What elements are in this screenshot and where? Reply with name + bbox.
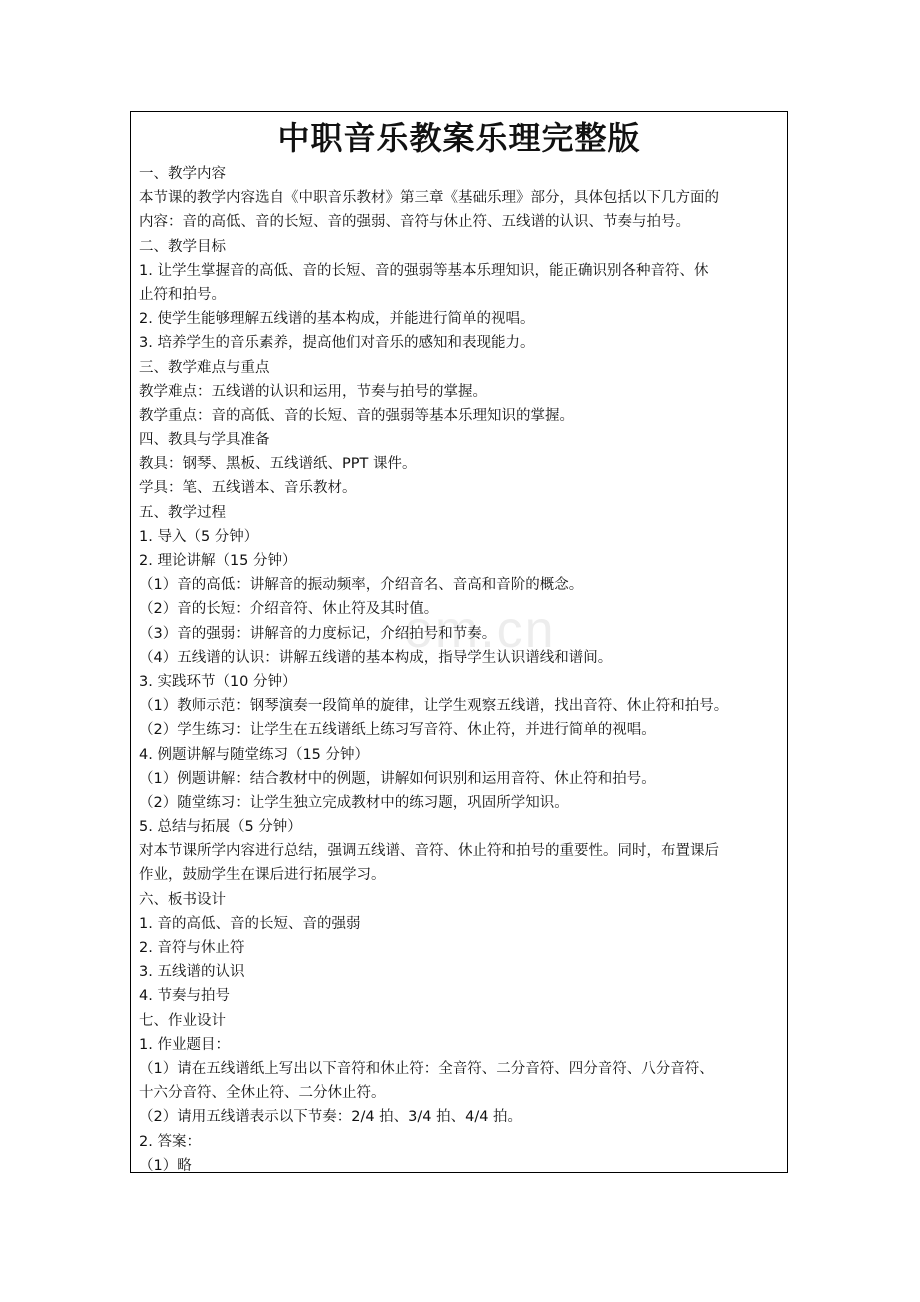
document-body xyxy=(139,162,791,1178)
text-line: （1）音的高低：讲解音的振动频率，介绍音名、音高和音阶的概念。 xyxy=(139,577,584,594)
text-line: 止符和拍号。 xyxy=(139,286,226,303)
text-line: 1. 让学生掌握音的高低、音的长短、音的强弱等基本乐理知识，能正确识别各种音符、休 xyxy=(139,262,709,279)
text-line: 五、教学过程 xyxy=(139,504,226,521)
text-line: 2. 理论讲解（15 分钟） xyxy=(139,553,297,569)
text-line: 四、教具与学具准备 xyxy=(139,432,270,449)
text-line: （2）音的长短：介绍音符、休止符及其时值。 xyxy=(139,601,439,618)
text-line: 七、作业设计 xyxy=(139,1012,226,1029)
text-line: 作业，鼓励学生在课后进行拓展学习。 xyxy=(139,867,386,884)
text-line: 3. 实践环节（10 分钟） xyxy=(139,673,297,690)
text-line: 教学重点：音的高低、音的长短、音的强弱等基本乐理知识的掌握。 xyxy=(139,407,574,424)
text-line: 3. 培养学生的音乐素养，提高他们对音乐的感知和表现能力。 xyxy=(139,335,535,352)
text-line: 教学难点：五线谱的认识和运用，节奏与拍号的掌握。 xyxy=(139,383,487,400)
text-line: 1. 音的高低、音的长短、音的强弱 xyxy=(139,915,361,932)
text-line: 教具：钢琴、黑板、五线谱纸、PPT 课件。 xyxy=(139,456,417,473)
text-line: 十六分音符、全休止符、二分休止符。 xyxy=(139,1085,386,1102)
text-line: （4）五线谱的认识：讲解五线谱的基本构成，指导学生认识谱线和谱间。 xyxy=(139,649,613,666)
text-line: 2. 答案： xyxy=(139,1133,201,1150)
text-line: 1. 导入（5 分钟） xyxy=(139,528,259,545)
text-line: 3. 五线谱的认识 xyxy=(139,964,245,981)
text-line: 学具：笔、五线谱本、音乐教材。 xyxy=(139,480,357,497)
text-line: （2）学生练习：让学生在五线谱纸上练习写音符、休止符，并进行简单的视唱。 xyxy=(139,722,656,739)
text-line: 内容：音的高低、音的长短、音的强弱、音符与休止符、五线谱的认识、节奏与拍号。 xyxy=(139,214,690,231)
text-line: 一、教学内容 xyxy=(139,166,226,182)
document-title: 中职音乐教案乐理完整版 xyxy=(277,119,641,157)
text-line: 2. 音符与休止符 xyxy=(139,940,245,956)
text-line: （1）略 xyxy=(139,1157,192,1174)
text-line: 1. 作业题目： xyxy=(139,1036,230,1053)
text-line: 二、教学目标 xyxy=(139,238,226,255)
text-line: 本节课的教学内容选自《中职音乐教材》第三章《基础乐理》部分，具体包括以下几方面的 xyxy=(139,190,719,207)
document-frame xyxy=(130,111,788,1173)
text-line: 六、板书设计 xyxy=(139,891,226,908)
text-line: 5. 总结与拓展（5 分钟） xyxy=(139,819,302,836)
text-line: （1）例题讲解：结合教材中的例题，讲解如何识别和运用音符、休止符和拍号。 xyxy=(139,770,656,787)
text-line: 4. 节奏与拍号 xyxy=(139,988,230,1005)
text-line: （1）请在五线谱纸上写出以下音符和休止符：全音符、二分音符、四分音符、八分音符、 xyxy=(139,1060,714,1077)
text-line: （3）音的强弱：讲解音的力度标记，介绍拍号和节奏。 xyxy=(139,625,497,642)
text-line: 4. 例题讲解与随堂练习（15 分钟） xyxy=(139,746,370,763)
watermark: om.cn xyxy=(404,601,556,659)
text-line: （2）随堂练习：让学生独立完成教材中的练习题，巩固所学知识。 xyxy=(139,794,569,811)
text-line: （1）教师示范：钢琴演奏一段简单的旋律，让学生观察五线谱，找出音符、休止符和拍号。 xyxy=(139,698,729,715)
text-line: 对本节课所学内容进行总结，强调五线谱、音符、休止符和拍号的重要性。同时，布置课后 xyxy=(139,843,719,860)
text-line: （2）请用五线谱表示以下节奏：2/4 拍、3/4 拍、4/4 拍。 xyxy=(139,1109,523,1126)
text-line: 三、教学难点与重点 xyxy=(139,359,270,376)
text-line: 2. 使学生能够理解五线谱的基本构成，并能进行简单的视唱。 xyxy=(139,311,535,328)
